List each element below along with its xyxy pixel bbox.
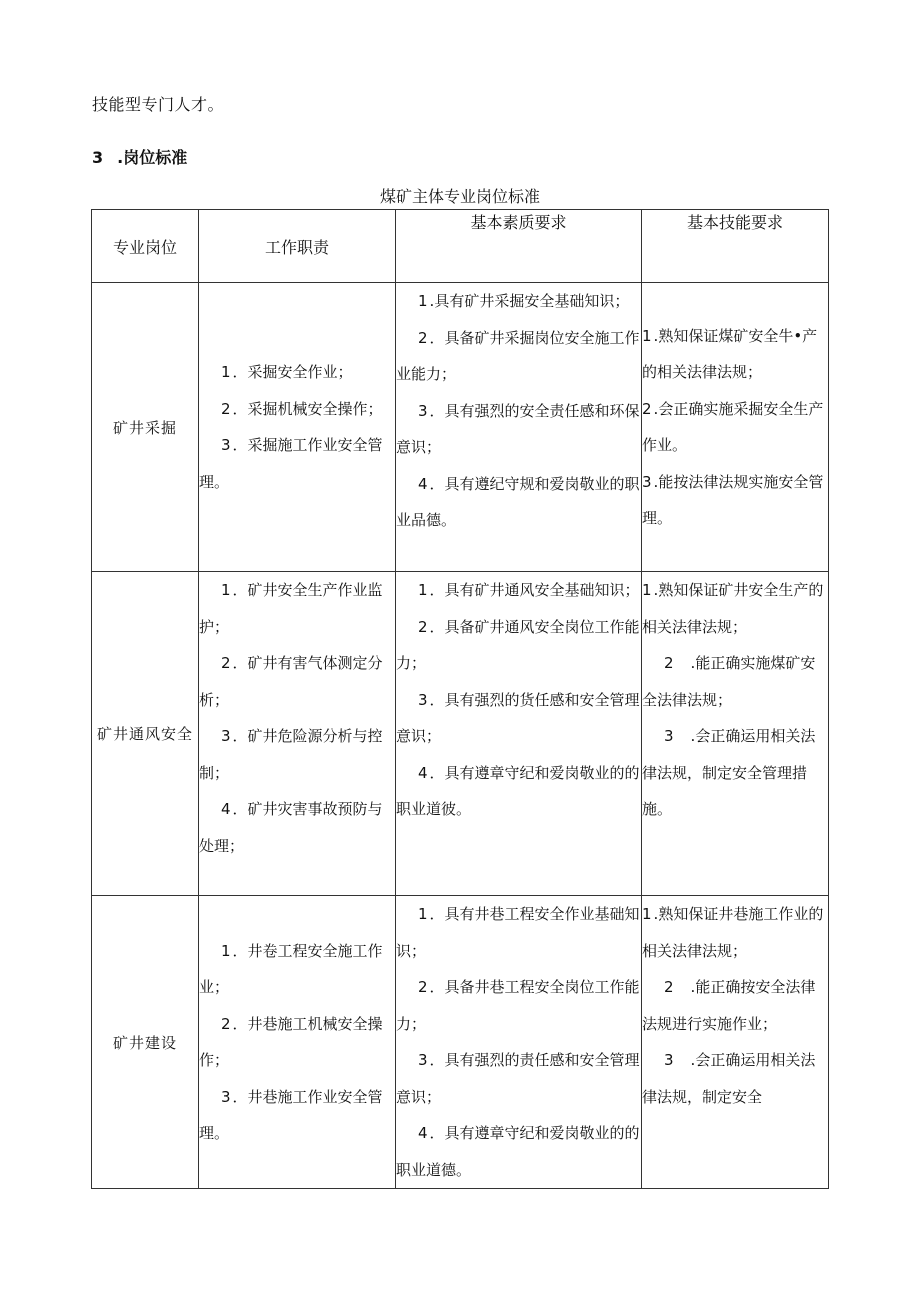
header-post: 专业岗位 [92,210,199,283]
skill-cell [642,572,829,896]
duty-item: 1 ．井卷工程安全施工作业； [199,941,383,996]
quality-item: 1 ．具有矿井通风安全基础知识； [418,581,640,599]
quality-cell [396,283,642,572]
table-row [92,896,829,1189]
quality-cell [396,896,642,1189]
header-skill: 基本技能要求 [642,210,829,283]
duties-cell [199,283,396,572]
duty-item: 2 ．矿井有害气体测定分析； [199,654,383,709]
skill-item: 2 .会正确实施采掘安全生产作业。 [642,399,824,454]
post-cell: 矿井通风安全 [92,572,199,896]
skill-cell [642,283,829,572]
quality-item: 3 ．具有强烈的责任感和安全管理意识； [396,1051,640,1106]
skill-item: 1 .熟知保证煤矿安全牛•产的相关法律法规； [642,326,818,381]
duty-item: 2 ．井巷施工机械安全操作； [199,1014,383,1069]
duty-item: 3 ．采掘施工作业安全管理。 [199,436,383,491]
quality-item: 1 ．具有井巷工程安全作业基础知识； [396,905,640,960]
skill-item: 3 .能按法律法规实施安全管理。 [642,472,824,527]
table-caption: 煤矿主体专业岗位标准 [379,187,540,206]
duty-item: 3 ．井巷施工作业安全管理。 [199,1087,383,1142]
skill-item: 2 .能正确实施煤矿安全法律法规； [642,654,816,709]
skill-cell [642,896,829,1189]
quality-cell [396,572,642,896]
duty-item: 2 ．采掘机械安全操作； [221,399,383,418]
quality-item: 4 ．具有遵章守纪和爱岗敬业的的职业道德。 [396,1124,640,1179]
quality-item: 3 ．具有强烈的安全责任感和环保意识； [396,401,640,456]
intro-text: 技能型专门人才。 [92,95,225,114]
table-row [92,572,829,896]
duties-cell [199,896,396,1189]
duty-item: 3 ．矿井危险源分析与控制； [199,727,383,782]
skill-item: 3 .会正确运用相关法律法规，制定安全管理措施。 [642,727,816,818]
quality-item: 2 ．具备井巷工程安全岗位工作能力； [396,978,640,1033]
quality-item: 2 ．具备矿井通风安全岗位工作能力； [396,617,640,672]
post-cell: 矿井采掘 [92,283,199,572]
quality-item: 4 ．具有遵章守纪和爱岗敬业的的职业道彼。 [396,763,640,818]
header-quality: 基本素质要求 [396,210,642,283]
duty-item: 1 ．矿井安全生产作业监护； [199,581,383,636]
duty-item: 1 ．采掘安全作业； [221,363,353,381]
quality-item: 1 .具有矿井采掘安全基础知识； [418,292,630,310]
section-heading [92,145,187,168]
skill-item: 2 .能正确按安全法律法规进行实施作业； [642,978,816,1033]
table-header-row [92,210,829,283]
skill-item: 1 .熟知保证矿井安全生产的相关法律法规； [642,581,824,636]
post-cell: 矿井建设 [92,896,199,1189]
table-row [92,283,829,572]
skill-item: 1 .熟知保证井巷施工作业的相关法律法规； [642,905,824,960]
quality-item: 4 ．具有遵纪守规和爱岗敬业的职业品德。 [396,474,640,529]
post-standards-table [91,209,829,1189]
section-number: 3 [92,148,104,167]
header-duties: 工作职责 [199,210,396,283]
section-title: .岗位标准 [117,148,188,167]
duty-item: 4 ．矿井灾害事故预防与处理； [199,800,383,855]
skill-item: 3 .会正确运用相关法律法规，制定安全 [642,1051,816,1106]
quality-item: 2 ．具备矿井采掘岗位安全施工作业能力； [396,328,640,383]
quality-item: 3 ．具有强烈的货任感和安全管理意识； [396,690,640,745]
duties-cell [199,572,396,896]
